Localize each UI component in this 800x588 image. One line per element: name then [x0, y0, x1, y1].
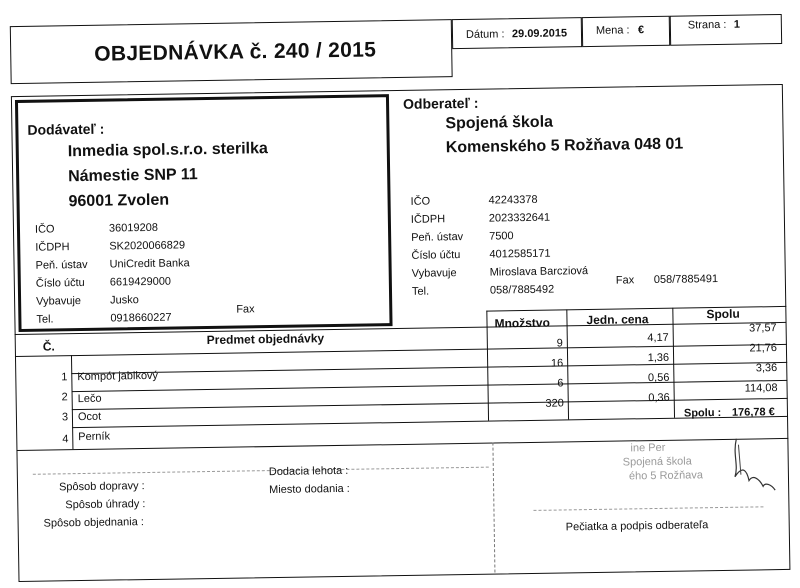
- supplier-account-label: Číslo účtu: [35, 276, 85, 290]
- col-header-qty: Množstvo: [494, 315, 550, 331]
- customer-fax-label: Fax: [615, 274, 635, 287]
- supplier-icdph-value: SK2020066829: [109, 239, 186, 253]
- row-item: Kompót jablkový: [77, 369, 159, 384]
- customer-name: Spojená škola: [445, 113, 554, 133]
- row-qty: 16: [550, 357, 564, 370]
- supplier-fax-label: Fax: [236, 303, 255, 316]
- delivery-time-label: Dodacia lehota :: [268, 464, 349, 479]
- delivery-place-label: Miesto dodania :: [269, 482, 350, 497]
- col-header-item: Predmet objednávky: [206, 331, 325, 348]
- sum-label: Spolu :: [683, 406, 722, 420]
- row-number: 3: [61, 411, 69, 424]
- row-price: 0,56: [647, 371, 670, 385]
- customer-account-label: Číslo účtu: [411, 249, 461, 262]
- page-value: 1: [733, 18, 741, 31]
- col-header-price: Jedn. cena: [586, 312, 649, 328]
- row-qty: 9: [556, 337, 563, 350]
- customer-bank-label: Peň. ústav: [411, 231, 464, 244]
- shipping-method-label: Spôsob dopravy :: [58, 480, 145, 494]
- supplier-street: Námestie SNP 11: [68, 166, 198, 186]
- supplier-bank-label: Peň. ústav: [35, 258, 88, 272]
- col-header-total: Spolu: [706, 306, 740, 322]
- row-total: 3,36: [755, 362, 778, 375]
- stamp-line: ého 5 Rožňava: [628, 469, 704, 483]
- supplier-bank-value: UniCredit Banka: [109, 257, 190, 271]
- supplier-city: 96001 Zvolen: [68, 191, 170, 211]
- row-number: 2: [61, 391, 68, 404]
- row-price: 1,36: [647, 351, 670, 365]
- document-title: OBJEDNÁVKA č. 240 / 2015: [94, 38, 377, 66]
- currency-label: Mena :: [595, 24, 630, 37]
- customer-contact-label: Vybavuje: [411, 267, 457, 280]
- customer-heading: Odberateľ :: [402, 94, 479, 112]
- row-item: Lečo: [77, 392, 102, 406]
- col-header-no: Č.: [42, 339, 55, 354]
- row-qty: 6: [557, 377, 564, 390]
- date-value: 29.09.2015: [511, 27, 568, 41]
- stamp-line: ine Per: [630, 441, 666, 455]
- row-item: Perník: [78, 430, 111, 444]
- supplier-contact-value: Jusko: [110, 294, 139, 307]
- customer-ico-label: IČO: [410, 195, 431, 208]
- supplier-icdph-label: IČDPH: [35, 241, 70, 254]
- row-item: Ocot: [77, 410, 102, 424]
- supplier-contact-label: Vybavuje: [36, 295, 82, 308]
- date-label: Dátum :: [465, 28, 505, 41]
- customer-contact-value: Miroslava Barcziová: [489, 265, 589, 279]
- row-total: 21,76: [749, 342, 778, 355]
- customer-ico-value: 42243378: [488, 193, 538, 207]
- customer-icdph-value: 2023332641: [488, 211, 551, 225]
- supplier-account-value: 6619429000: [109, 275, 172, 289]
- customer-address: Komenského 5 Rožňava 048 01: [445, 135, 684, 157]
- row-price: 4,17: [647, 331, 669, 345]
- supplier-heading: Dodávateľ :: [27, 120, 105, 138]
- payment-method-label: Spôsob úhrady :: [65, 498, 146, 512]
- row-number: 1: [61, 371, 68, 384]
- supplier-ico-label: IČO: [34, 223, 55, 236]
- customer-account-value: 4012585171: [489, 247, 551, 261]
- row-total: 37,57: [749, 322, 777, 335]
- supplier-tel-value: 0918660227: [110, 311, 172, 325]
- customer-tel-value: 058/7885492: [489, 283, 555, 297]
- signature-caption: Pečiatka a podpis odberateľa: [565, 519, 709, 534]
- sum-value: 176,78 €: [731, 406, 775, 419]
- row-total: 114,08: [744, 382, 778, 395]
- supplier-ico-value: 36019208: [108, 221, 159, 235]
- row-qty: 320: [545, 397, 564, 410]
- customer-tel-label: Tel.: [411, 285, 430, 298]
- row-number: 4: [62, 433, 69, 446]
- customer-bank-value: 7500: [489, 230, 514, 243]
- row-price: 0,36: [648, 391, 670, 405]
- customer-icdph-label: IČDPH: [410, 213, 446, 226]
- signature-scribble: [702, 434, 783, 495]
- currency-value: €: [637, 24, 645, 37]
- stamp-line: Spojená škola: [622, 455, 692, 469]
- order-method-label: Spôsob objednania :: [43, 516, 145, 530]
- page-label: Strana :: [687, 18, 727, 32]
- supplier-name: Inmedia spol.s.r.o. sterilka: [67, 140, 268, 161]
- customer-fax-value: 058/7885491: [653, 273, 719, 287]
- supplier-tel-label: Tel.: [36, 313, 54, 326]
